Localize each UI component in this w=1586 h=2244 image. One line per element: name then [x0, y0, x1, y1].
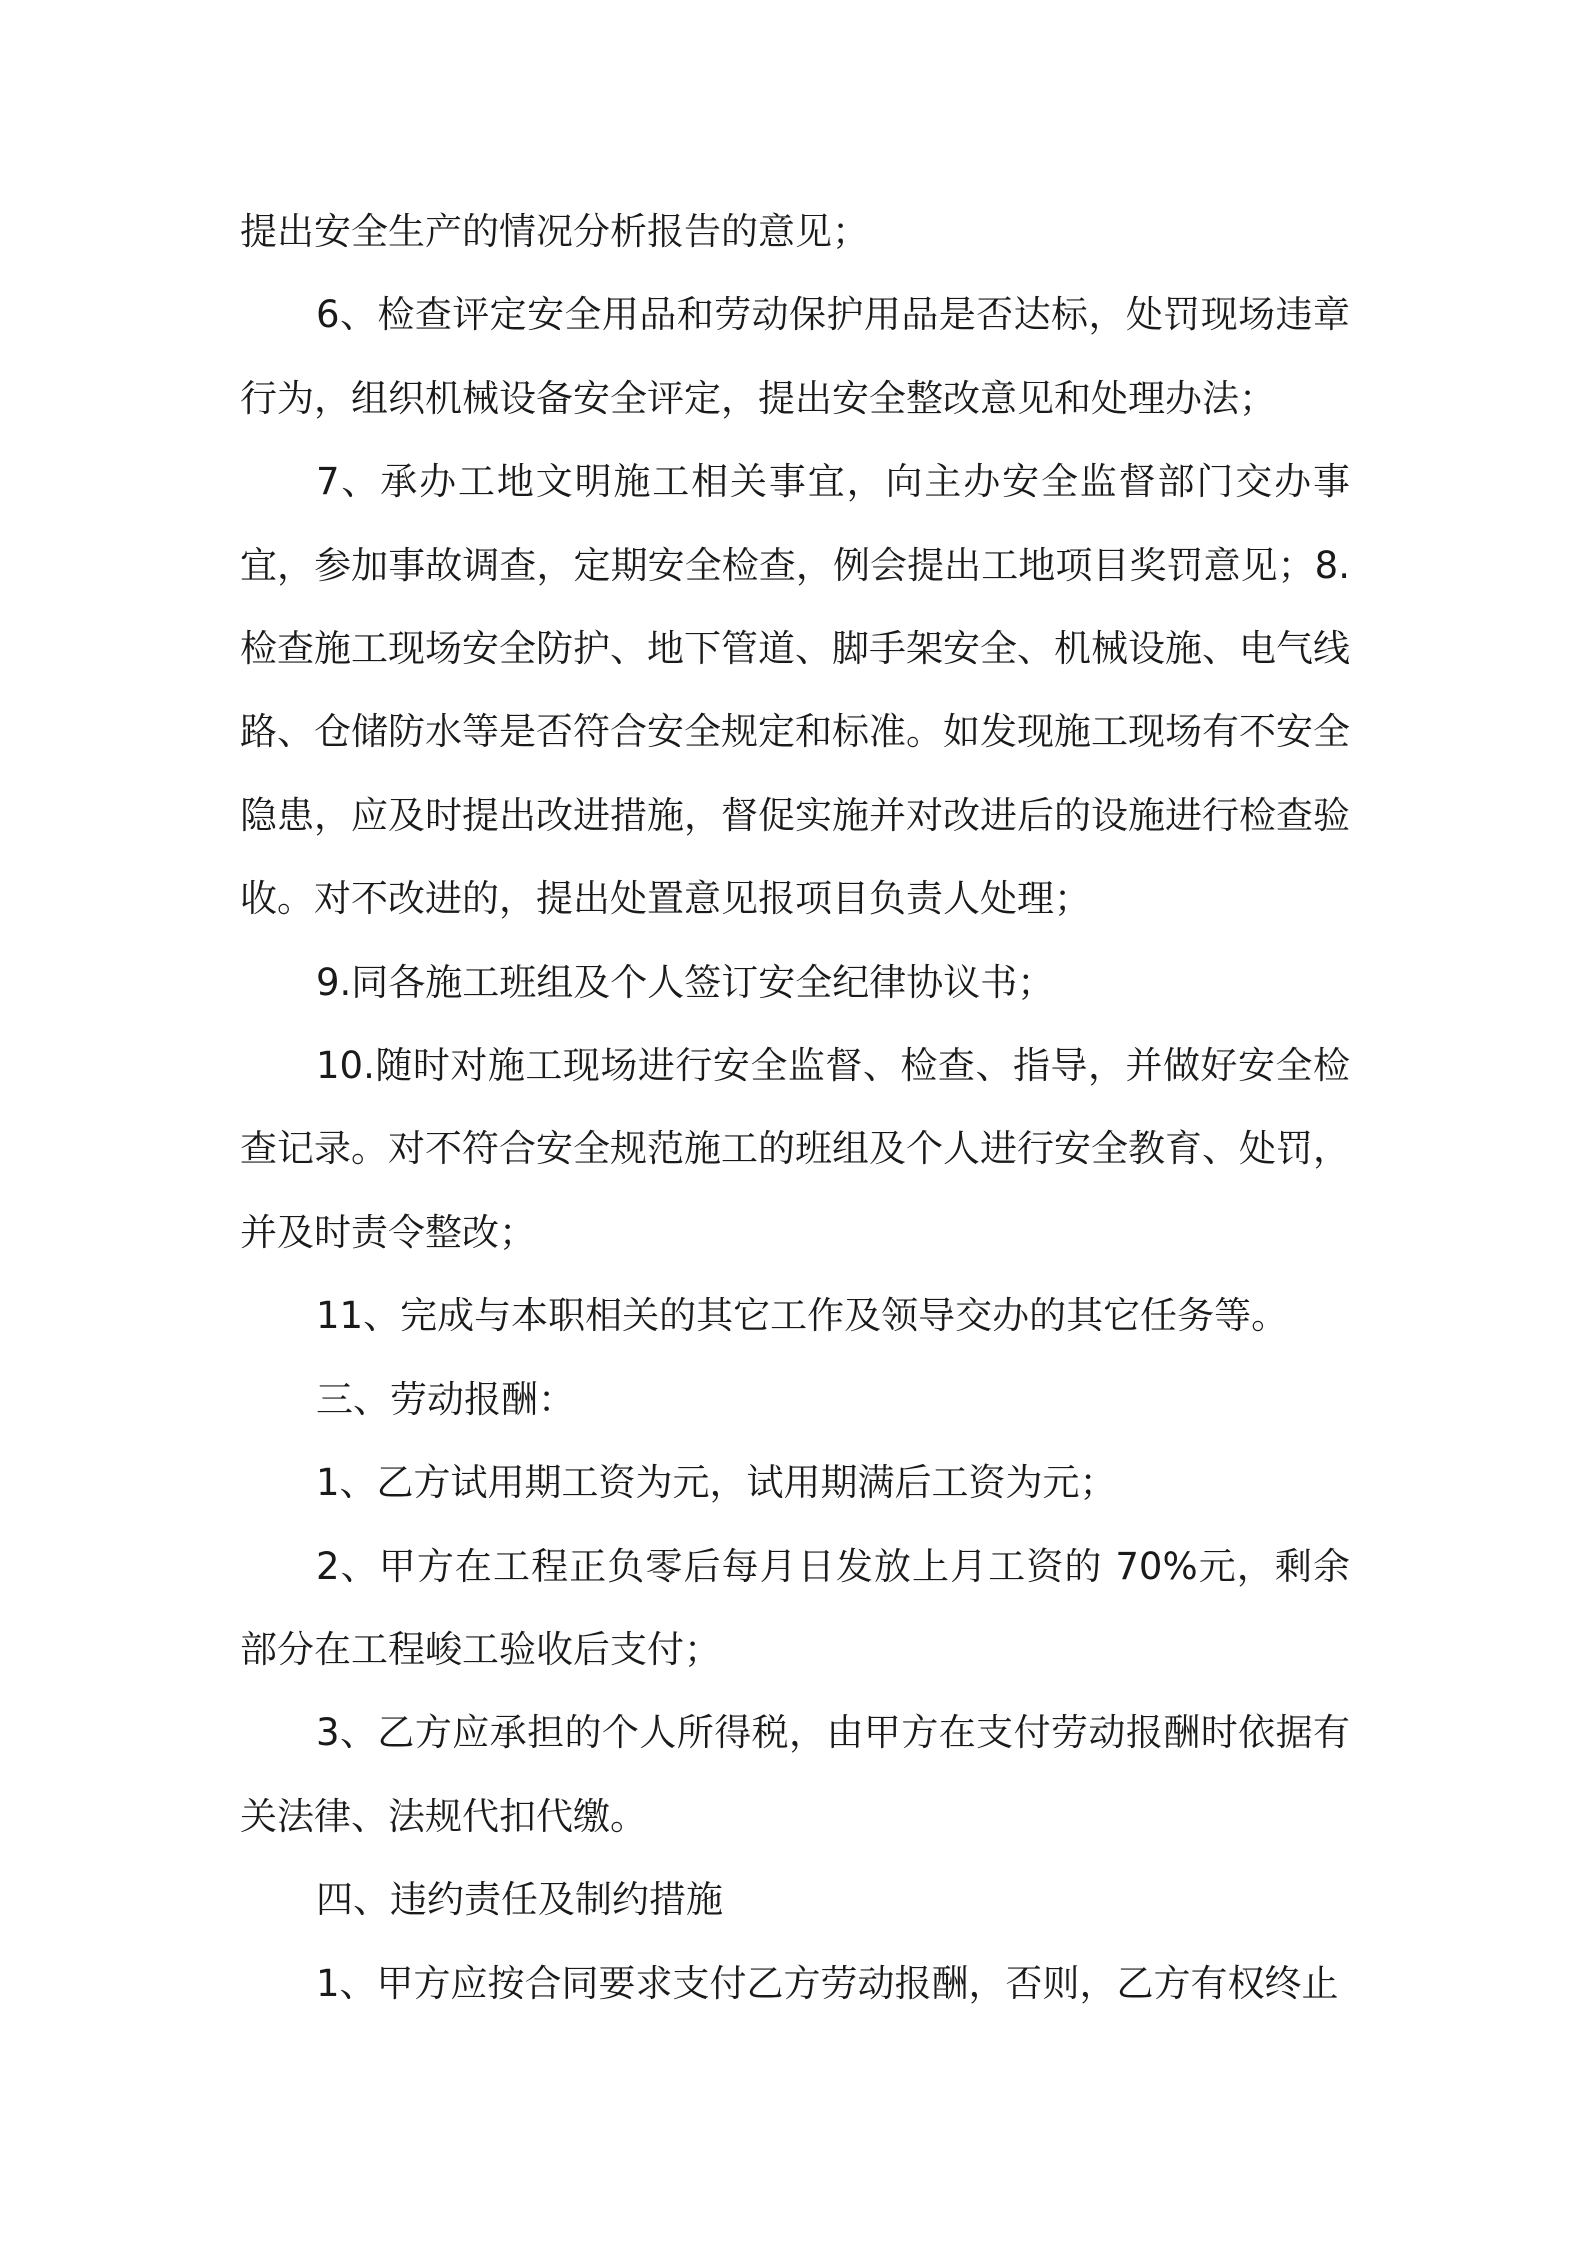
paragraph-salary-2: 2、甲方在工程正负零后每月日发放上月工资的 70%元，剩余部分在工程峻工验收后支付； — [240, 1544, 1350, 1671]
paragraph-salary-1: 1、乙方试用期工资为元，试用期满后工资为元； — [316, 1461, 1117, 1505]
document-body — [240, 190, 1350, 2025]
paragraph-continuation: 提出安全生产的情况分析报告的意见； — [240, 210, 869, 253]
paragraph-item-11: 11、完成与本职相关的其它工作及领导交办的其它任务等。 — [316, 1294, 1289, 1338]
paragraph-item-9: 9.同各施工班组及个人签订安全纪律协议书； — [316, 960, 1055, 1004]
section-heading-3: 三、劳动报酬： — [316, 1377, 575, 1421]
paragraph-liability-1: 1、甲方应按合同要求支付乙方劳动报酬，否则，乙方有权终止 — [316, 1961, 1339, 2005]
paragraph-item-6: 6、检查评定安全用品和劳动保护用品是否达标，处罚现场违章行为，组织机械设备安全评定，提出安全整改意见和处理办法； — [240, 293, 1350, 420]
paragraph-item-7-8: 7、承办工地文明施工相关事宜，向主办安全监督部门交办事宜，参加事故调查，定期安全检查，例会提出工地项目奖罚意见；8.检查施工现场安全防护、地下管道、脚手架安全、机械设施、电气线路、仓储防水等是否符合安全规定和标准。如发现施工现场有不安全隐患，应及时提出改进措施，督促实施并对改进后的设施进行检查验收。对不改进的，提出处置意见报项目负责人处理； — [240, 460, 1350, 921]
paragraph-item-10: 10.随时对施工现场进行安全监督、检查、指导，并做好安全检查记录。对不符合安全规范施工的班组及个人进行安全教育、处罚，并及时责令整改； — [240, 1044, 1350, 1254]
paragraph-salary-3: 3、乙方应承担的个人所得税，由甲方在支付劳动报酬时依据有关法律、法规代扣代缴。 — [240, 1711, 1350, 1838]
section-heading-4: 四、违约责任及制约措施 — [316, 1878, 723, 1922]
